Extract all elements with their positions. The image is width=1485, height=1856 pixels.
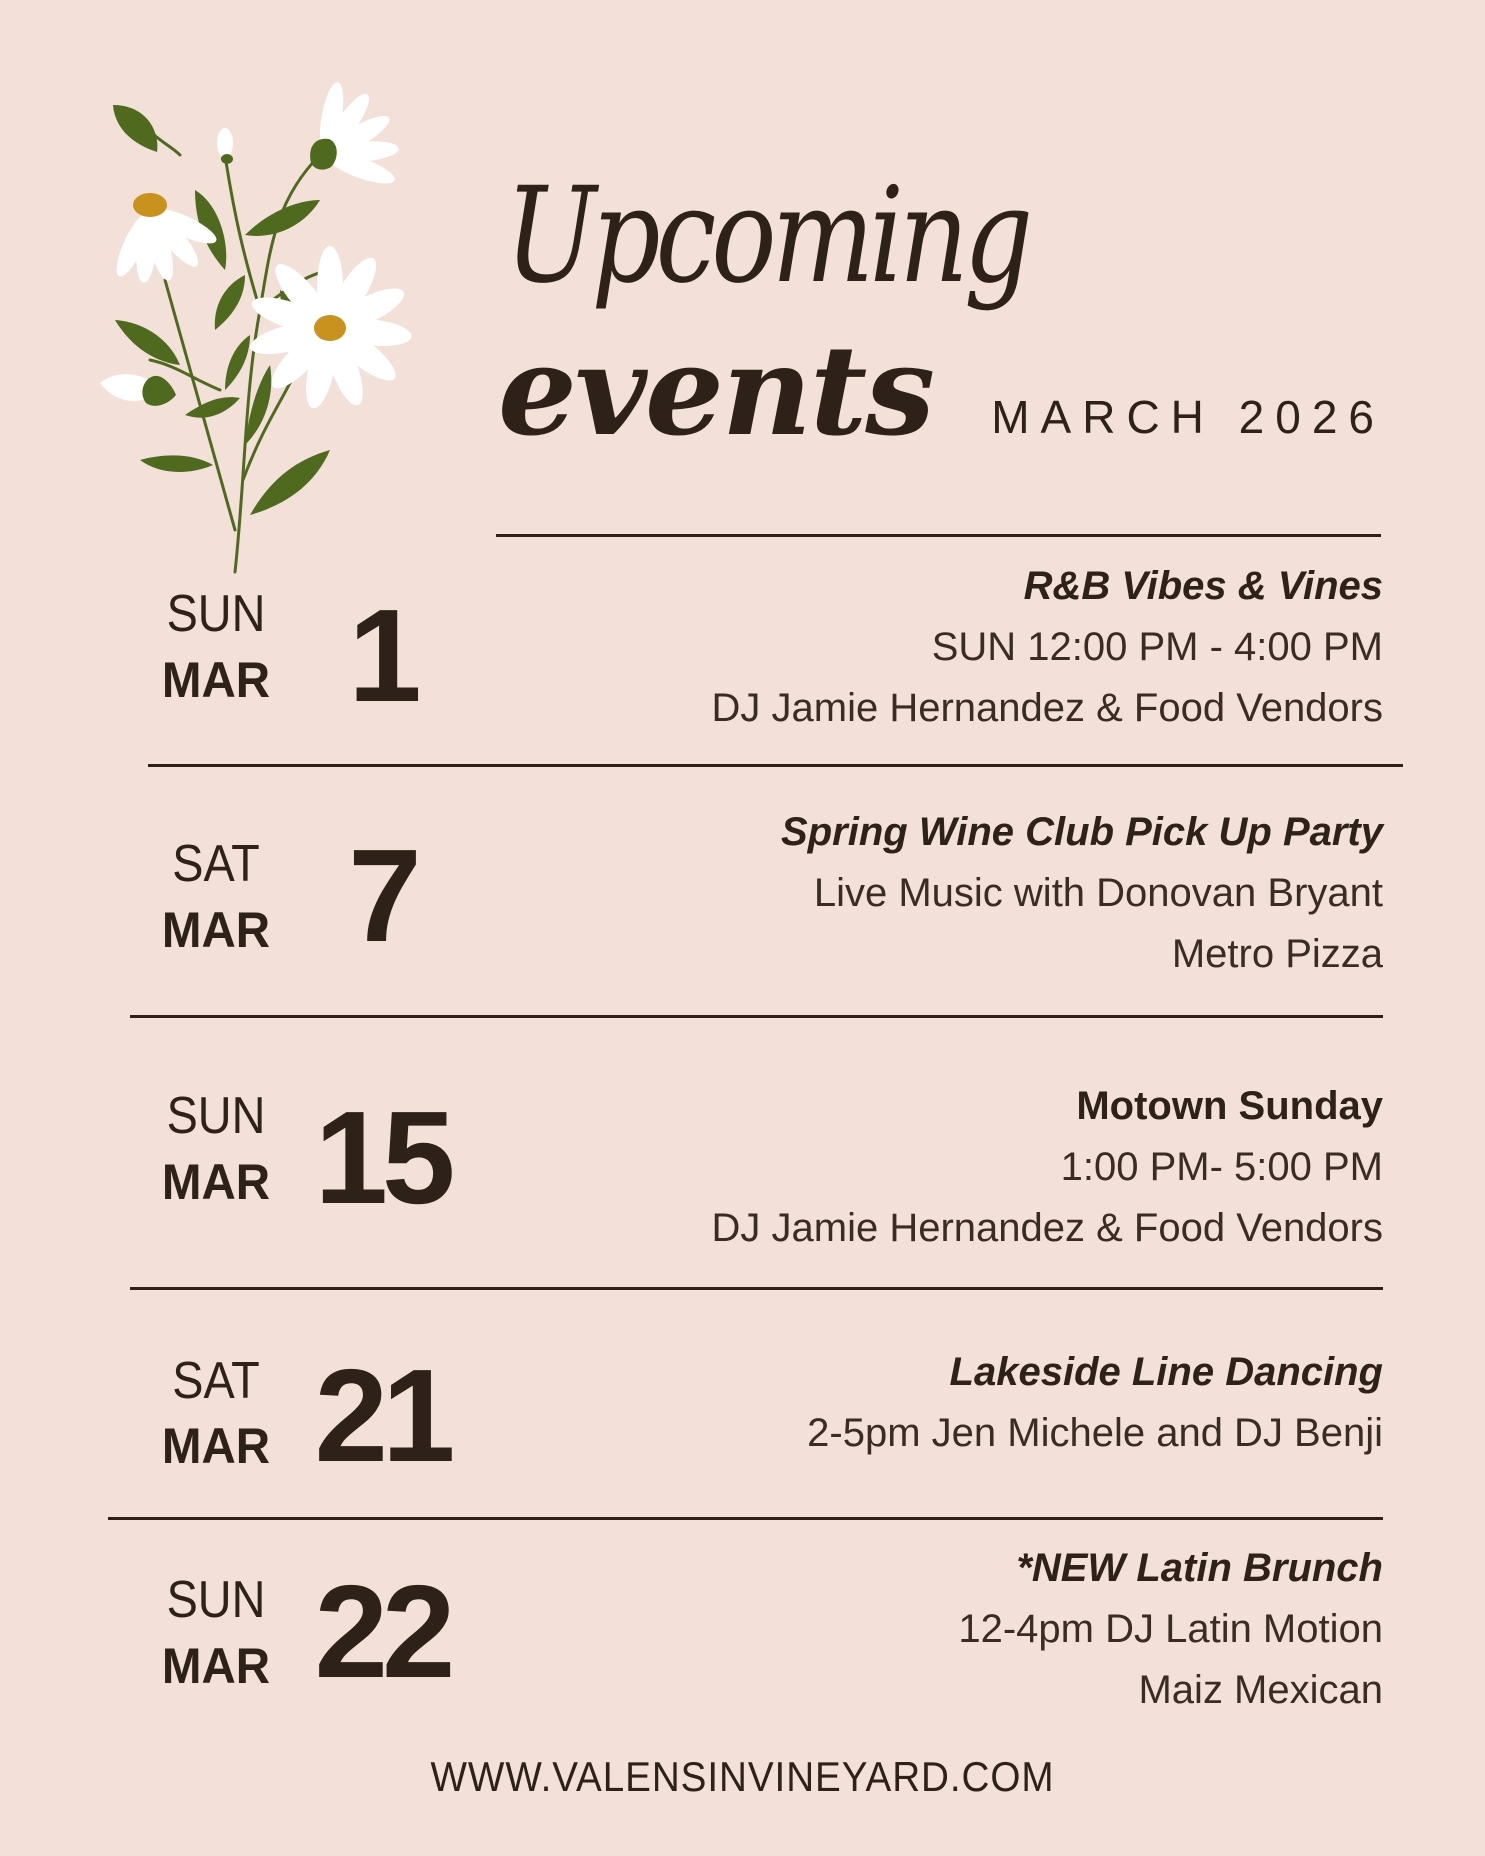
event-day-number: 21 bbox=[314, 1342, 450, 1489]
daisy-large bbox=[247, 246, 413, 411]
event-detail: Metro Pizza bbox=[1171, 932, 1383, 976]
event-month: MAR bbox=[161, 1638, 271, 1694]
event-month: MAR bbox=[161, 1154, 271, 1210]
event-day-number: 7 bbox=[348, 822, 416, 969]
event-detail: 2-5pm Jen Michele and DJ Benji bbox=[807, 1411, 1383, 1455]
event-detail: 12-4pm DJ Latin Motion bbox=[958, 1607, 1383, 1651]
event-detail: 1:00 PM- 5:00 PM bbox=[1060, 1145, 1383, 1189]
event-detail: Live Music with Donovan Bryant bbox=[813, 871, 1383, 915]
event-weekday: SUN bbox=[166, 1571, 266, 1629]
event-weekday: SAT bbox=[172, 1352, 260, 1410]
divider bbox=[148, 764, 1403, 767]
event-detail: SUN 12:00 PM - 4:00 PM bbox=[931, 625, 1383, 669]
divider bbox=[108, 1517, 1383, 1520]
title-events: events bbox=[498, 319, 934, 464]
event-title: Motown Sunday bbox=[1076, 1084, 1383, 1128]
divider bbox=[496, 534, 1381, 537]
month-label: MARCH 2026 bbox=[991, 391, 1385, 443]
event-title: Spring Wine Club Pick Up Party bbox=[781, 810, 1383, 854]
event-title: R&B Vibes & Vines bbox=[1023, 564, 1383, 608]
event-day-number: 1 bbox=[348, 582, 416, 729]
daisy-top bbox=[310, 80, 399, 189]
event-title: *NEW Latin Brunch bbox=[1016, 1546, 1383, 1590]
event-day-number: 15 bbox=[314, 1084, 450, 1231]
divider bbox=[130, 1287, 1383, 1290]
event-weekday: SUN bbox=[166, 1087, 266, 1145]
event-month: MAR bbox=[161, 1418, 271, 1474]
divider bbox=[130, 1015, 1383, 1018]
event-month: MAR bbox=[161, 652, 271, 708]
daisy-bud-small bbox=[217, 128, 233, 164]
event-month: MAR bbox=[161, 902, 271, 958]
event-detail: DJ Jamie Hernandez & Food Vendors bbox=[711, 1206, 1383, 1250]
event-title: Lakeside Line Dancing bbox=[949, 1350, 1383, 1394]
daisy-flowers-illustration bbox=[95, 60, 495, 580]
event-weekday: SUN bbox=[166, 585, 266, 643]
event-detail: Maiz Mexican bbox=[1138, 1668, 1383, 1712]
event-weekday: SAT bbox=[172, 835, 260, 893]
daisy-bud-left bbox=[100, 374, 176, 406]
event-day-number: 22 bbox=[314, 1558, 450, 1705]
website-link[interactable]: WWW.VALENSINVINEYARD.COM bbox=[430, 1753, 1055, 1800]
event-detail: DJ Jamie Hernandez & Food Vendors bbox=[711, 686, 1383, 730]
title-upcoming: Upcoming bbox=[505, 159, 1029, 313]
